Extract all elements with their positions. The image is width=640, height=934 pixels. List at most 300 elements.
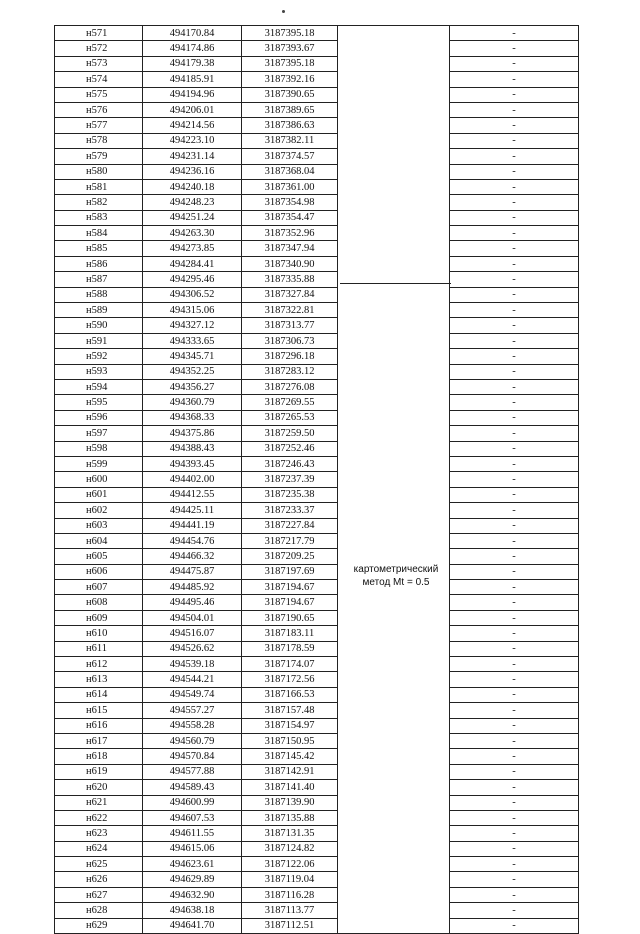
note-cell: - <box>450 564 579 579</box>
y-coordinate-cell: 3187135.88 <box>242 810 338 825</box>
point-id-cell: н601 <box>55 487 143 502</box>
method-cell <box>338 841 450 856</box>
point-id-cell: н629 <box>55 918 143 933</box>
y-coordinate-cell: 3187166.53 <box>242 687 338 702</box>
y-coordinate-cell: 3187113.77 <box>242 903 338 918</box>
note-cell: - <box>450 72 579 87</box>
x-coordinate-cell: 494360.79 <box>143 395 242 410</box>
y-coordinate-cell: 3187183.11 <box>242 626 338 641</box>
x-coordinate-cell: 494623.61 <box>143 857 242 872</box>
point-id-cell: н573 <box>55 56 143 71</box>
method-cell <box>338 826 450 841</box>
table-row <box>55 626 579 641</box>
table-row <box>55 672 579 687</box>
note-cell: - <box>450 456 579 471</box>
coordinates-table <box>54 25 579 934</box>
x-coordinate-cell: 494327.12 <box>143 318 242 333</box>
x-coordinate-cell: 494388.43 <box>143 441 242 456</box>
y-coordinate-cell: 3187178.59 <box>242 641 338 656</box>
note-cell: - <box>450 149 579 164</box>
x-coordinate-cell: 494248.23 <box>143 195 242 210</box>
note-cell: - <box>450 56 579 71</box>
method-cell <box>338 164 450 179</box>
note-cell: - <box>450 349 579 364</box>
x-coordinate-cell: 494412.55 <box>143 487 242 502</box>
point-id-cell: н604 <box>55 533 143 548</box>
note-cell: - <box>450 303 579 318</box>
note-cell: - <box>450 918 579 933</box>
point-id-cell: н579 <box>55 149 143 164</box>
method-cell <box>338 487 450 502</box>
x-coordinate-cell: 494577.88 <box>143 764 242 779</box>
point-id-cell: н600 <box>55 472 143 487</box>
point-id-cell: н599 <box>55 456 143 471</box>
table-row <box>55 456 579 471</box>
method-cell <box>338 595 450 610</box>
x-coordinate-cell: 494632.90 <box>143 887 242 902</box>
note-cell: - <box>450 718 579 733</box>
y-coordinate-cell: 3187227.84 <box>242 518 338 533</box>
table-row <box>55 733 579 748</box>
method-cell <box>338 179 450 194</box>
x-coordinate-cell: 494425.11 <box>143 503 242 518</box>
point-id-cell: н578 <box>55 133 143 148</box>
table-row <box>55 780 579 795</box>
y-coordinate-cell: 3187194.67 <box>242 595 338 610</box>
y-coordinate-cell: 3187209.25 <box>242 549 338 564</box>
y-coordinate-cell: 3187340.90 <box>242 256 338 271</box>
table-row <box>55 749 579 764</box>
point-id-cell: н592 <box>55 349 143 364</box>
y-coordinate-cell: 3187237.39 <box>242 472 338 487</box>
note-cell: - <box>450 318 579 333</box>
point-id-cell: н621 <box>55 795 143 810</box>
point-id-cell: н590 <box>55 318 143 333</box>
table-row <box>55 287 579 302</box>
method-cell <box>338 672 450 687</box>
table-row <box>55 195 579 210</box>
note-cell: - <box>450 503 579 518</box>
table-row <box>55 549 579 564</box>
point-id-cell: н626 <box>55 872 143 887</box>
method-cell <box>338 303 450 318</box>
method-cell <box>338 195 450 210</box>
point-id-cell: н622 <box>55 810 143 825</box>
x-coordinate-cell: 494495.46 <box>143 595 242 610</box>
y-coordinate-cell: 3187392.16 <box>242 72 338 87</box>
point-id-cell: н591 <box>55 333 143 348</box>
note-cell: - <box>450 641 579 656</box>
table-row <box>55 379 579 394</box>
x-coordinate-cell: 494170.84 <box>143 26 242 41</box>
point-id-cell: н585 <box>55 241 143 256</box>
table-row <box>55 272 579 287</box>
method-cell <box>338 503 450 518</box>
y-coordinate-cell: 3187283.12 <box>242 364 338 379</box>
x-coordinate-cell: 494352.25 <box>143 364 242 379</box>
note-cell: - <box>450 226 579 241</box>
table-row <box>55 210 579 225</box>
note-cell: - <box>450 764 579 779</box>
point-id-cell: н605 <box>55 549 143 564</box>
y-coordinate-cell: 3187386.63 <box>242 118 338 133</box>
method-cell <box>338 441 450 456</box>
note-cell: - <box>450 518 579 533</box>
note-cell: - <box>450 795 579 810</box>
method-cell <box>338 533 450 548</box>
table-row <box>55 226 579 241</box>
y-coordinate-cell: 3187197.69 <box>242 564 338 579</box>
table-row <box>55 595 579 610</box>
method-cell <box>338 810 450 825</box>
point-id-cell: н615 <box>55 703 143 718</box>
y-coordinate-cell: 3187246.43 <box>242 456 338 471</box>
table-row <box>55 395 579 410</box>
method-cell <box>338 549 450 564</box>
x-coordinate-cell: 494557.27 <box>143 703 242 718</box>
table-row <box>55 503 579 518</box>
point-id-cell: н613 <box>55 672 143 687</box>
point-id-cell: н609 <box>55 610 143 625</box>
point-id-cell: н589 <box>55 303 143 318</box>
point-id-cell: н574 <box>55 72 143 87</box>
point-id-cell: н618 <box>55 749 143 764</box>
x-coordinate-cell: 494214.56 <box>143 118 242 133</box>
table-row <box>55 179 579 194</box>
y-coordinate-cell: 3187393.67 <box>242 41 338 56</box>
x-coordinate-cell: 494526.62 <box>143 641 242 656</box>
table-row <box>55 472 579 487</box>
x-coordinate-cell: 494615.06 <box>143 841 242 856</box>
y-coordinate-cell: 3187259.50 <box>242 426 338 441</box>
table-row <box>55 26 579 41</box>
method-cell <box>338 149 450 164</box>
x-coordinate-cell: 494368.33 <box>143 410 242 425</box>
point-id-cell: н575 <box>55 87 143 102</box>
note-cell: - <box>450 87 579 102</box>
note-cell: - <box>450 256 579 271</box>
y-coordinate-cell: 3187322.81 <box>242 303 338 318</box>
x-coordinate-cell: 494629.89 <box>143 872 242 887</box>
note-cell: - <box>450 210 579 225</box>
method-cell <box>338 26 450 41</box>
note-cell: - <box>450 872 579 887</box>
x-coordinate-cell: 494600.99 <box>143 795 242 810</box>
x-coordinate-cell: 494539.18 <box>143 657 242 672</box>
note-cell: - <box>450 857 579 872</box>
method-cell <box>338 410 450 425</box>
x-coordinate-cell: 494185.91 <box>143 72 242 87</box>
x-coordinate-cell: 494485.92 <box>143 580 242 595</box>
x-coordinate-cell: 494589.43 <box>143 780 242 795</box>
y-coordinate-cell: 3187116.28 <box>242 887 338 902</box>
note-cell: - <box>450 272 579 287</box>
method-cell <box>338 657 450 672</box>
note-cell: - <box>450 179 579 194</box>
point-id-cell: н577 <box>55 118 143 133</box>
point-id-cell: н581 <box>55 179 143 194</box>
x-coordinate-cell: 494206.01 <box>143 102 242 117</box>
table-row <box>55 518 579 533</box>
point-id-cell: н620 <box>55 780 143 795</box>
x-coordinate-cell: 494454.76 <box>143 533 242 548</box>
point-id-cell: н596 <box>55 410 143 425</box>
point-id-cell: н594 <box>55 379 143 394</box>
y-coordinate-cell: 3187124.82 <box>242 841 338 856</box>
x-coordinate-cell: 494516.07 <box>143 626 242 641</box>
method-cell <box>338 56 450 71</box>
note-cell: - <box>450 657 579 672</box>
x-coordinate-cell: 494504.01 <box>143 610 242 625</box>
method-cell <box>338 780 450 795</box>
point-id-cell: н603 <box>55 518 143 533</box>
method-cell <box>338 887 450 902</box>
table-row <box>55 41 579 56</box>
y-coordinate-cell: 3187119.04 <box>242 872 338 887</box>
method-cell <box>338 395 450 410</box>
method-cell <box>338 226 450 241</box>
note-cell: - <box>450 395 579 410</box>
x-coordinate-cell: 494393.45 <box>143 456 242 471</box>
note-cell: - <box>450 164 579 179</box>
method-cell <box>338 456 450 471</box>
method-cell <box>338 333 450 348</box>
x-coordinate-cell: 494263.30 <box>143 226 242 241</box>
table-row <box>55 149 579 164</box>
x-coordinate-cell: 494223.10 <box>143 133 242 148</box>
x-coordinate-cell: 494402.00 <box>143 472 242 487</box>
method-cell <box>338 379 450 394</box>
x-coordinate-cell: 494295.46 <box>143 272 242 287</box>
table-row <box>55 903 579 918</box>
x-coordinate-cell: 494284.41 <box>143 256 242 271</box>
y-coordinate-cell: 3187190.65 <box>242 610 338 625</box>
note-cell: - <box>450 826 579 841</box>
y-coordinate-cell: 3187122.06 <box>242 857 338 872</box>
table-row <box>55 164 579 179</box>
y-coordinate-cell: 3187141.40 <box>242 780 338 795</box>
method-cell <box>338 626 450 641</box>
x-coordinate-cell: 494356.27 <box>143 379 242 394</box>
y-coordinate-cell: 3187374.57 <box>242 149 338 164</box>
point-id-cell: н624 <box>55 841 143 856</box>
y-coordinate-cell: 3187145.42 <box>242 749 338 764</box>
y-coordinate-cell: 3187354.47 <box>242 210 338 225</box>
x-coordinate-cell: 494345.71 <box>143 349 242 364</box>
y-coordinate-cell: 3187131.35 <box>242 826 338 841</box>
note-cell: - <box>450 549 579 564</box>
y-coordinate-cell: 3187269.55 <box>242 395 338 410</box>
y-coordinate-cell: 3187265.53 <box>242 410 338 425</box>
y-coordinate-cell: 3187389.65 <box>242 102 338 117</box>
table-row <box>55 887 579 902</box>
note-cell: - <box>450 610 579 625</box>
point-id-cell: н595 <box>55 395 143 410</box>
note-cell: - <box>450 333 579 348</box>
note-cell: - <box>450 733 579 748</box>
x-coordinate-cell: 494549.74 <box>143 687 242 702</box>
y-coordinate-cell: 3187172.56 <box>242 672 338 687</box>
y-coordinate-cell: 3187395.18 <box>242 56 338 71</box>
method-cell <box>338 795 450 810</box>
table-row <box>55 72 579 87</box>
table-row <box>55 410 579 425</box>
method-cell <box>338 641 450 656</box>
point-id-cell: н625 <box>55 857 143 872</box>
table-row <box>55 364 579 379</box>
point-id-cell: н606 <box>55 564 143 579</box>
note-cell: - <box>450 364 579 379</box>
x-coordinate-cell: 494236.16 <box>143 164 242 179</box>
method-cell <box>338 749 450 764</box>
x-coordinate-cell: 494638.18 <box>143 903 242 918</box>
table-row <box>55 872 579 887</box>
x-coordinate-cell: 494475.87 <box>143 564 242 579</box>
x-coordinate-cell: 494315.06 <box>143 303 242 318</box>
table-row <box>55 657 579 672</box>
y-coordinate-cell: 3187306.73 <box>242 333 338 348</box>
method-cell <box>338 349 450 364</box>
method-cell <box>338 256 450 271</box>
table-row <box>55 610 579 625</box>
point-id-cell: н582 <box>55 195 143 210</box>
table-row <box>55 718 579 733</box>
y-coordinate-cell: 3187276.08 <box>242 379 338 394</box>
note-cell: - <box>450 441 579 456</box>
note-cell: - <box>450 487 579 502</box>
table-row <box>55 256 579 271</box>
method-cell <box>338 318 450 333</box>
point-id-cell: н616 <box>55 718 143 733</box>
method-cell <box>338 518 450 533</box>
point-id-cell: н602 <box>55 503 143 518</box>
point-id-cell: н587 <box>55 272 143 287</box>
table-row <box>55 564 579 579</box>
note-cell: - <box>450 887 579 902</box>
note-cell: - <box>450 426 579 441</box>
method-cell <box>338 118 450 133</box>
method-cell <box>338 41 450 56</box>
x-coordinate-cell: 494231.14 <box>143 149 242 164</box>
method-cell <box>338 918 450 933</box>
note-cell: - <box>450 379 579 394</box>
point-id-cell: н584 <box>55 226 143 241</box>
note-cell: - <box>450 241 579 256</box>
note-cell: - <box>450 703 579 718</box>
table-row <box>55 487 579 502</box>
x-coordinate-cell: 494194.96 <box>143 87 242 102</box>
table-row <box>55 687 579 702</box>
note-cell: - <box>450 410 579 425</box>
x-coordinate-cell: 494560.79 <box>143 733 242 748</box>
y-coordinate-cell: 3187335.88 <box>242 272 338 287</box>
point-id-cell: н588 <box>55 287 143 302</box>
point-id-cell: н623 <box>55 826 143 841</box>
method-cell <box>338 287 450 302</box>
x-coordinate-cell: 494466.32 <box>143 549 242 564</box>
point-id-cell: н628 <box>55 903 143 918</box>
method-cell <box>338 133 450 148</box>
y-coordinate-cell: 3187235.38 <box>242 487 338 502</box>
y-coordinate-cell: 3187139.90 <box>242 795 338 810</box>
x-coordinate-cell: 494544.21 <box>143 672 242 687</box>
method-cell <box>338 903 450 918</box>
method-cell <box>338 241 450 256</box>
table-row <box>55 426 579 441</box>
point-id-cell: н576 <box>55 102 143 117</box>
note-cell: - <box>450 687 579 702</box>
y-coordinate-cell: 3187150.95 <box>242 733 338 748</box>
note-cell: - <box>450 749 579 764</box>
point-id-cell: н608 <box>55 595 143 610</box>
point-id-cell: н571 <box>55 26 143 41</box>
method-cell <box>338 718 450 733</box>
x-coordinate-cell: 494441.19 <box>143 518 242 533</box>
x-coordinate-cell: 494375.86 <box>143 426 242 441</box>
table-row <box>55 333 579 348</box>
method-cell <box>338 272 450 287</box>
point-id-cell: н598 <box>55 441 143 456</box>
x-coordinate-cell: 494306.52 <box>143 287 242 302</box>
y-coordinate-cell: 3187352.96 <box>242 226 338 241</box>
y-coordinate-cell: 3187252.46 <box>242 441 338 456</box>
point-id-cell: н586 <box>55 256 143 271</box>
note-cell: - <box>450 133 579 148</box>
y-coordinate-cell: 3187217.79 <box>242 533 338 548</box>
method-cell <box>338 610 450 625</box>
y-coordinate-cell: 3187395.18 <box>242 26 338 41</box>
table-row <box>55 795 579 810</box>
table-row <box>55 241 579 256</box>
y-coordinate-cell: 3187154.97 <box>242 718 338 733</box>
note-cell: - <box>450 626 579 641</box>
coordinates-table-body <box>55 26 579 934</box>
y-coordinate-cell: 3187296.18 <box>242 349 338 364</box>
table-row <box>55 703 579 718</box>
point-id-cell: н619 <box>55 764 143 779</box>
table-row <box>55 87 579 102</box>
table-row <box>55 102 579 117</box>
y-coordinate-cell: 3187112.51 <box>242 918 338 933</box>
method-column-separator <box>340 283 451 284</box>
method-cell <box>338 102 450 117</box>
table-row <box>55 826 579 841</box>
point-id-cell: н611 <box>55 641 143 656</box>
x-coordinate-cell: 494174.86 <box>143 41 242 56</box>
point-id-cell: н583 <box>55 210 143 225</box>
y-coordinate-cell: 3187354.98 <box>242 195 338 210</box>
y-coordinate-cell: 3187233.37 <box>242 503 338 518</box>
x-coordinate-cell: 494611.55 <box>143 826 242 841</box>
method-cell <box>338 87 450 102</box>
x-coordinate-cell: 494240.18 <box>143 179 242 194</box>
table-row <box>55 764 579 779</box>
y-coordinate-cell: 3187174.07 <box>242 657 338 672</box>
table-row <box>55 580 579 595</box>
x-coordinate-cell: 494641.70 <box>143 918 242 933</box>
y-coordinate-cell: 3187313.77 <box>242 318 338 333</box>
note-cell: - <box>450 672 579 687</box>
method-cell <box>338 687 450 702</box>
table-row <box>55 303 579 318</box>
point-id-cell: н617 <box>55 733 143 748</box>
method-cell <box>338 764 450 779</box>
y-coordinate-cell: 3187327.84 <box>242 287 338 302</box>
method-cell <box>338 426 450 441</box>
point-id-cell: н612 <box>55 657 143 672</box>
table-row <box>55 56 579 71</box>
note-cell: - <box>450 780 579 795</box>
